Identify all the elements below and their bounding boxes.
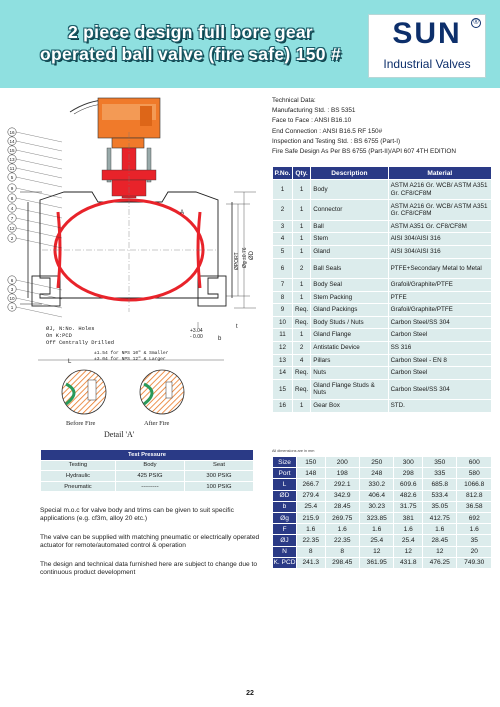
table-cell: 13: [273, 354, 293, 367]
dimensions-note: All dimensions are in mm: [272, 449, 315, 453]
table-cell: 431.8: [394, 557, 423, 568]
table-row: [273, 501, 492, 512]
table-cell: 1: [292, 245, 310, 258]
label-b: b: [218, 336, 222, 342]
row-header: Port: [273, 468, 297, 479]
callout-number: 9: [10, 185, 14, 191]
callout-number: 1: [10, 304, 14, 310]
table-cell: 269.75: [325, 512, 359, 523]
label-od: ØD: [249, 251, 255, 260]
table-row: [273, 557, 492, 568]
table-cell: 812.8: [457, 490, 492, 501]
table-row: [273, 457, 492, 468]
table-cell: 412.75: [423, 512, 457, 523]
table-cell: 5: [273, 245, 293, 258]
table-cell: Antistatic Device: [311, 341, 388, 354]
table-cell: Pillars: [311, 354, 388, 367]
table-cell: 4: [292, 354, 310, 367]
table-cell: 1: [292, 233, 310, 246]
table-cell: 36.58: [457, 501, 492, 512]
table-row: [273, 512, 492, 523]
table-cell: 20: [457, 546, 492, 557]
table-cell: 609.6: [394, 479, 423, 490]
callout-number: 8: [10, 195, 14, 201]
holes-note-line-3: Off Centrally Drilled: [46, 340, 114, 346]
technical-line: Fire Safe Design As Per BS 6755 (Part-II)/API 607 4TH EDITION: [272, 148, 456, 156]
parts-table: [272, 166, 492, 413]
table-row: [273, 341, 492, 354]
table-cell: 266.7: [297, 479, 326, 490]
table-row: [41, 471, 254, 482]
callout-leader: [16, 168, 62, 178]
table-row: [273, 524, 492, 535]
table-cell: 198: [325, 468, 359, 479]
table-cell: 12: [273, 341, 293, 354]
table-row: [273, 245, 492, 258]
valve-cross-section-drawing: [2, 92, 268, 444]
table-row: [273, 367, 492, 380]
table-cell: 406.4: [360, 490, 394, 501]
table-cell: Gear Box: [311, 400, 388, 413]
row-header: K. PCD: [273, 557, 297, 568]
table-row: [41, 481, 254, 492]
table-cell: Gland Flange Studs & Nuts: [311, 379, 388, 399]
table-cell: Stem Packing: [311, 291, 388, 304]
table-cell: PTFE: [388, 291, 491, 304]
row-header: L: [273, 479, 297, 490]
row-header: ØD: [273, 490, 297, 501]
holes-note-line-1: ØJ, N:No. Holes: [46, 326, 95, 332]
parts-table-body: [273, 180, 492, 413]
table-cell: 2: [273, 200, 293, 220]
table-cell: Body Studs / Nuts: [311, 316, 388, 329]
table-cell: 350: [423, 457, 457, 468]
dimensions-table-body: [273, 457, 492, 569]
table-cell: 361.95: [360, 557, 394, 568]
table-cell: 1.6: [325, 524, 359, 535]
table-row: [273, 200, 492, 220]
table-cell: ASTM A351 Gr. CF8/CF8M: [388, 220, 491, 233]
callout-number: 13: [9, 156, 15, 162]
technical-line: Manufacturing Std. : BS 5351: [272, 107, 356, 115]
table-row: [273, 220, 492, 233]
table-cell: 298.45: [325, 557, 359, 568]
table-cell: 482.6: [394, 490, 423, 501]
table-cell: 250: [360, 457, 394, 468]
table-cell: 8: [325, 546, 359, 557]
table-cell: 600: [457, 457, 492, 468]
page-number: 22: [246, 690, 254, 697]
table-cell: Ball Seals: [311, 258, 388, 278]
table-cell: 35.05: [423, 501, 457, 512]
table-cell: Req.: [292, 379, 310, 399]
table-cell: 330.2: [360, 479, 394, 490]
callout-number: 11: [9, 165, 15, 171]
table-cell: 335: [423, 468, 457, 479]
table-cell: Nuts: [311, 367, 388, 380]
table-cell: Hydraulic: [41, 471, 116, 482]
test-pressure-title: Test Pressure: [41, 450, 254, 461]
table-row: [273, 468, 492, 479]
callout-leader: [16, 280, 62, 290]
callout-number: 7: [10, 215, 14, 221]
technical-heading: Technical Data:: [272, 97, 316, 104]
table-cell: PTFE+Secondary Metal to Metal: [388, 258, 491, 278]
table-cell: Req.: [292, 316, 310, 329]
callout-leader: [16, 132, 62, 142]
table-row: [273, 304, 492, 317]
table-cell: 292.1: [325, 479, 359, 490]
table-row: [273, 278, 492, 291]
col-header-seat: Seat: [184, 460, 253, 471]
table-cell: Ball: [311, 220, 388, 233]
table-cell: Grafoil/Graphite/PTFE: [388, 278, 491, 291]
table-cell: 1.6: [360, 524, 394, 535]
callout-leader: [16, 307, 62, 317]
notes: [40, 507, 270, 587]
table-cell: 16: [273, 400, 293, 413]
callout-leader: [16, 177, 62, 187]
table-cell: 28.45: [423, 535, 457, 546]
table-cell: Body: [311, 180, 388, 200]
table-cell: Carbon Steel/SS 304: [388, 379, 491, 399]
table-cell: Carbon Steel: [388, 367, 491, 380]
table-row: [273, 535, 492, 546]
table-cell: 22.35: [297, 535, 326, 546]
table-cell: Pneumatic: [41, 481, 116, 492]
callout-number: 5: [10, 174, 14, 180]
table-cell: Grafoil/Graphite/PTFE: [388, 304, 491, 317]
table-cell: 300 PSIG: [184, 471, 253, 482]
table-row: [273, 354, 492, 367]
row-header: Øg: [273, 512, 297, 523]
callout-number: 6: [10, 277, 14, 283]
label-og: Øg ±0.76: [242, 247, 248, 268]
table-cell: 6: [273, 258, 293, 278]
header-band: [0, 0, 500, 88]
table-cell: 1.6: [457, 524, 492, 535]
dimensions-table: [272, 456, 492, 569]
table-cell: 100 PSIG: [184, 481, 253, 492]
table-cell: 241.3: [297, 557, 326, 568]
table-cell: STD.: [388, 400, 491, 413]
sun-logo: [368, 14, 486, 78]
callout-numbers: [8, 128, 62, 317]
table-cell: Connector: [311, 200, 388, 220]
table-cell: 580: [457, 468, 492, 479]
table-cell: 685.8: [423, 479, 457, 490]
row-header: Size: [273, 457, 297, 468]
table-row: [273, 258, 492, 278]
callout-number: 4: [10, 205, 14, 211]
table-cell: Gland Flange: [311, 329, 388, 342]
table-cell: 381: [394, 512, 423, 523]
table-row: [273, 546, 492, 557]
label-port: ØPORT: [234, 252, 240, 270]
table-cell: 215.9: [297, 512, 326, 523]
detail-a-after-fire: [140, 370, 184, 414]
table-cell: 11: [273, 329, 293, 342]
table-cell: 749.30: [457, 557, 492, 568]
parts-header-row: [273, 167, 492, 180]
callout-leader: [16, 159, 62, 169]
table-cell: 1: [292, 180, 310, 200]
table-row: [273, 479, 492, 490]
table-cell: 300: [394, 457, 423, 468]
technical-data: [272, 96, 498, 157]
table-cell: 4: [273, 233, 293, 246]
table-cell: Req.: [292, 304, 310, 317]
table-cell: SS 316: [388, 341, 491, 354]
table-cell: 2: [292, 341, 310, 354]
table-cell: AISI 304/AISI 316: [388, 245, 491, 258]
callout-number: 3: [10, 286, 14, 292]
logo-subtitle: Industrial Valves: [383, 57, 471, 71]
table-row: [273, 291, 492, 304]
table-cell: 150: [297, 457, 326, 468]
page-title-line-2: operated ball valve (fire safe) 150 #: [40, 44, 341, 64]
table-cell: 12: [394, 546, 423, 557]
table-cell: 1.6: [394, 524, 423, 535]
tolerance-note-1: ±1.54 for NPS 10" & Smaller: [94, 351, 169, 356]
note-paragraph: Special m.o.c for valve body and trims can be given to suit specific applications (e.g. cf3m, alloy 20 etc.): [40, 507, 234, 523]
table-row: [273, 490, 492, 501]
table-cell: 12: [360, 546, 394, 557]
table-cell: Req.: [292, 367, 310, 380]
col-header-pno: P.No.: [273, 167, 293, 180]
table-cell: 25.4: [394, 535, 423, 546]
tolerance-minus: - 0.00: [190, 334, 203, 340]
row-header: b: [273, 501, 297, 512]
table-cell: Gland Packings: [311, 304, 388, 317]
holes-note-line-2: On K:PCD: [46, 333, 72, 339]
table-cell: 1: [292, 400, 310, 413]
table-row: [273, 329, 492, 342]
table-cell: 8: [273, 291, 293, 304]
table-cell: Stem: [311, 233, 388, 246]
table-cell: 1: [292, 291, 310, 304]
test-pressure-table: [40, 449, 254, 492]
callout-leader: [16, 198, 62, 208]
technical-line: End Connection : ANSI B16.5 RF 150#: [272, 127, 383, 135]
table-cell: 2: [292, 258, 310, 278]
table-cell: 1: [273, 180, 293, 200]
page-title-line-1: 2 piece design full bore gear: [67, 22, 314, 42]
table-cell: 1.6: [297, 524, 326, 535]
callout-leader: [16, 150, 62, 160]
technical-line: Face to Face : ANSI B16.10: [272, 117, 352, 125]
callout-leader: [16, 188, 62, 198]
table-cell: 425 PSIG: [115, 471, 184, 482]
valve-body: [20, 192, 232, 306]
table-cell: 35: [457, 535, 492, 546]
table-cell: AISI 304/AISI 316: [388, 233, 491, 246]
callout-leader: [16, 289, 62, 299]
table-row: [273, 316, 492, 329]
table-cell: 25.4: [360, 535, 394, 546]
row-header: ØJ: [273, 535, 297, 546]
note-paragraph: The design and technical data furnished here are subject to change due to continuous product development: [40, 560, 258, 577]
table-row: [273, 379, 492, 399]
table-cell: ASTM A216 Gr. WCB/ ASTM A351 Gr. CF8/CF8M: [388, 200, 491, 220]
table-cell: Gland: [311, 245, 388, 258]
table-cell: 9: [273, 304, 293, 317]
table-cell: 1066.8: [457, 479, 492, 490]
table-cell: Body Seal: [311, 278, 388, 291]
callout-leader: [16, 228, 62, 238]
table-cell: 1.6: [423, 524, 457, 535]
col-header-material: Material: [388, 167, 491, 180]
note-paragraph: The valve can be supplied with matching pneumatic or electrically operated actuator for remote/automated control & operation: [40, 533, 260, 550]
table-row: [273, 233, 492, 246]
gear-box: [70, 98, 160, 148]
table-cell: 28.45: [325, 501, 359, 512]
logo-wordmark: SUN: [392, 17, 462, 50]
callout-number: 14: [9, 138, 15, 144]
row-header: N: [273, 546, 297, 557]
table-cell: 342.9: [325, 490, 359, 501]
table-cell: 30.23: [360, 501, 394, 512]
table-cell: 148: [297, 468, 326, 479]
callout-leader: [16, 208, 62, 218]
row-header: F: [273, 524, 297, 535]
table-cell: 12: [423, 546, 457, 557]
detail-a-label: Detail 'A': [104, 430, 135, 439]
table-cell: 279.4: [297, 490, 326, 501]
table-row: [273, 400, 492, 413]
callout-leader: [16, 218, 62, 228]
table-cell: 22.35: [325, 535, 359, 546]
callout-leader: [16, 298, 62, 308]
table-cell: 248: [360, 468, 394, 479]
table-cell: 31.75: [394, 501, 423, 512]
tolerance-note-2: ±3.04 for NPS 12" & Larger: [94, 357, 166, 362]
table-cell: 8: [297, 546, 326, 557]
table-cell: 1: [292, 200, 310, 220]
col-header-description: Description: [311, 167, 388, 180]
table-cell: 14: [273, 367, 293, 380]
before-fire-label: Before Fire: [66, 420, 96, 427]
detail-a-before-fire: [62, 370, 106, 414]
table-cell: 1: [292, 220, 310, 233]
table-cell: 1: [292, 278, 310, 291]
table-cell: Carbon Steel/SS 304: [388, 316, 491, 329]
table-cell: 692: [457, 512, 492, 523]
after-fire-label: After Fire: [144, 420, 170, 427]
table-cell: 10: [273, 316, 293, 329]
table-cell: ---------: [115, 481, 184, 492]
test-pressure-title-row: [41, 450, 254, 461]
callout-number: 10: [9, 295, 15, 301]
table-cell: 298: [394, 468, 423, 479]
callout-leader: [16, 141, 62, 151]
table-cell: 1: [292, 329, 310, 342]
callout-number: 12: [9, 225, 15, 231]
col-header-body: Body: [115, 460, 184, 471]
col-header-testing: Testing: [41, 460, 116, 471]
table-cell: ASTM A216 Gr. WCB/ ASTM A351 Gr. CF8/CF8M: [388, 180, 491, 200]
registered-mark-icon: ®: [471, 18, 481, 28]
callout-number: 2: [10, 235, 14, 241]
table-cell: 3: [273, 220, 293, 233]
label-l: L: [68, 359, 72, 365]
test-pressure-header-row: [41, 460, 254, 471]
table-cell: 25.4: [297, 501, 326, 512]
table-cell: Carbon Steel - EN 8: [388, 354, 491, 367]
callout-number: 16: [9, 129, 15, 135]
table-cell: 7: [273, 278, 293, 291]
table-cell: 323.85: [360, 512, 394, 523]
label-t: t: [236, 324, 238, 330]
table-row: [273, 180, 492, 200]
table-cell: 15: [273, 379, 293, 399]
callout-number: 15: [9, 147, 15, 153]
col-header-qty: Qty.: [292, 167, 310, 180]
table-cell: Carbon Steel: [388, 329, 491, 342]
technical-line: Inspection and Testing Std. : BS 6755 (Part-I): [272, 137, 401, 145]
table-cell: 476.25: [423, 557, 457, 568]
table-cell: 200: [325, 457, 359, 468]
table-cell: 533.4: [423, 490, 457, 501]
tolerance-plus: +3.04: [190, 328, 203, 334]
label-a: A: [180, 210, 185, 216]
